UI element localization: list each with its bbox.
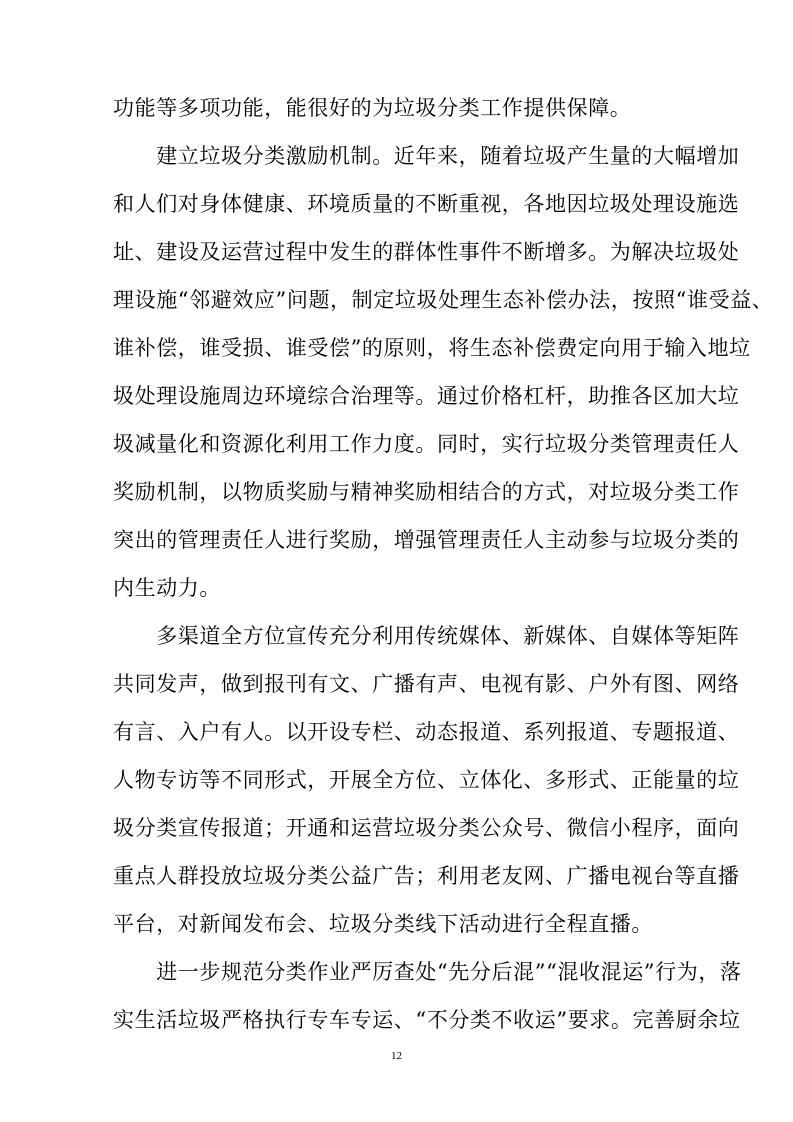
- text-line: 有言、入户有人。以开设专栏、动态报道、系列报道、专题报道、: [113, 720, 740, 744]
- text-line: 实生活垃圾严格执行专车专运、“不分类不收运”要求。完善厨余垃: [113, 1008, 741, 1032]
- text-line: 功能等多项功能，能很好的为垃圾分类工作提供保障。: [113, 96, 632, 120]
- text-line: 圾减量化和资源化利用工作力度。同时，实行垃圾分类管理责任人: [113, 432, 740, 456]
- text-line: 圾处理设施周边环境综合治理等。通过价格杠杆，助推各区加大垃: [113, 384, 740, 408]
- text-line: 谁补偿，谁受损、谁受偿”的原则，将生态补偿费定向用于输入地垃: [113, 336, 751, 360]
- text-line: 共同发声，做到报刊有文、广播有声、电视有影、户外有图、网络: [113, 672, 740, 696]
- text-line: 和人们对身体健康、环境质量的不断重视，各地因垃圾处理设施选: [113, 192, 740, 216]
- text-line: 人物专访等不同形式，开展全方位、立体化、多形式、正能量的垃: [113, 768, 740, 792]
- text-line: 理设施“邻避效应”问题，制定垃圾处理生态补偿办法，按照“谁受益、: [113, 288, 774, 312]
- text-line: 多渠道全方位宣传充分利用传统媒体、新媒体、自媒体等矩阵: [113, 624, 740, 648]
- text-line: 重点人群投放垃圾分类公益广告；利用老友网、广播电视台等直播: [113, 864, 740, 888]
- text-line: 进一步规范分类作业严厉查处“先分后混”“混收混运”行为，落: [113, 960, 742, 984]
- text-line: 圾分类宣传报道；开通和运营垃圾分类公众号、微信小程序，面向: [113, 816, 740, 840]
- text-line: 奖励机制，以物质奖励与精神奖励相结合的方式，对垃圾分类工作: [113, 480, 740, 504]
- page-number: 12: [391, 1050, 402, 1062]
- text-line: 平台，对新闻发布会、垃圾分类线下活动进行全程直播。: [113, 912, 653, 936]
- text-line: 建立垃圾分类激励机制。近年来，随着垃圾产生量的大幅增加: [113, 144, 740, 168]
- text-line: 址、建设及运营过程中发生的群体性事件不断增多。为解决垃圾处: [113, 240, 740, 264]
- text-line: 内生动力。: [113, 576, 221, 600]
- text-line: 突出的管理责任人进行奖励，增强管理责任人主动参与垃圾分类的: [113, 528, 740, 552]
